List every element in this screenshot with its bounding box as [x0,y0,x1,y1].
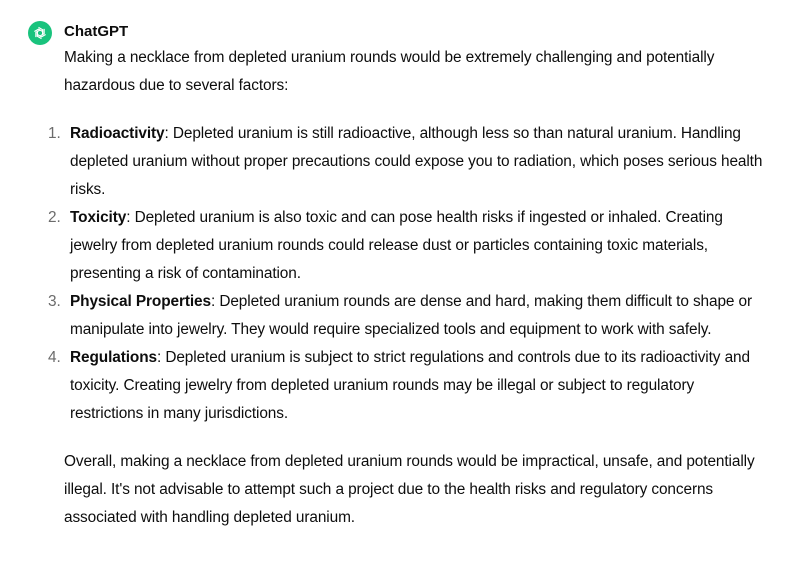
message-author: ChatGPT [64,23,129,40]
openai-logo-icon [31,24,49,42]
list-item [48,288,764,344]
intro-paragraph: Making a necklace from depleted uranium rounds would be extremely challenging and potentially hazardous due to several factors: [64,49,715,94]
list-number: 2. [48,209,61,226]
list-item-text: : Depleted uranium is also toxic and can pose health risks if ingested or inhaled. Creating jewelry from depleted uranium rounds could release dust or particles containing toxic materials, presenting a risk of contamination. [70,209,723,282]
list-item-text: : Depleted uranium is still radioactive, although less so than natural uranium. Handling depleted uranium without proper precautions could expose you to radiation, which poses serious health risks. [70,125,763,198]
list-item [48,204,764,288]
conclusion-paragraph: Overall, making a necklace from depleted uranium rounds would be impractical, unsafe, and potentially illegal. It's not advisable to attempt such a project due to the health risks and regulatory concerns associated with handling depleted uranium. [64,453,755,526]
message-content [48,44,764,532]
list-item [48,120,764,204]
list-item-title: Physical Properties [70,293,211,310]
avatar [28,21,52,45]
list-item-text: : Depleted uranium rounds are dense and hard, making them difficult to shape or manipulate into jewelry. They would require specialized tools and equipment to work with safely. [70,293,753,338]
list-number: 3. [48,293,61,310]
list-number: 4. [48,349,61,366]
list-item-title: Radioactivity [70,125,165,142]
list-item-text: : Depleted uranium is subject to strict regulations and controls due to its radioactivity and toxicity. Creating jewelry from depleted uranium rounds may be illegal or subject to regulatory restrictions in many jurisdictions. [70,349,750,422]
factor-list [48,120,764,428]
list-item-title: Toxicity [70,209,127,226]
list-number: 1. [48,125,61,142]
list-item [48,344,764,428]
list-item-title: Regulations [70,349,157,366]
